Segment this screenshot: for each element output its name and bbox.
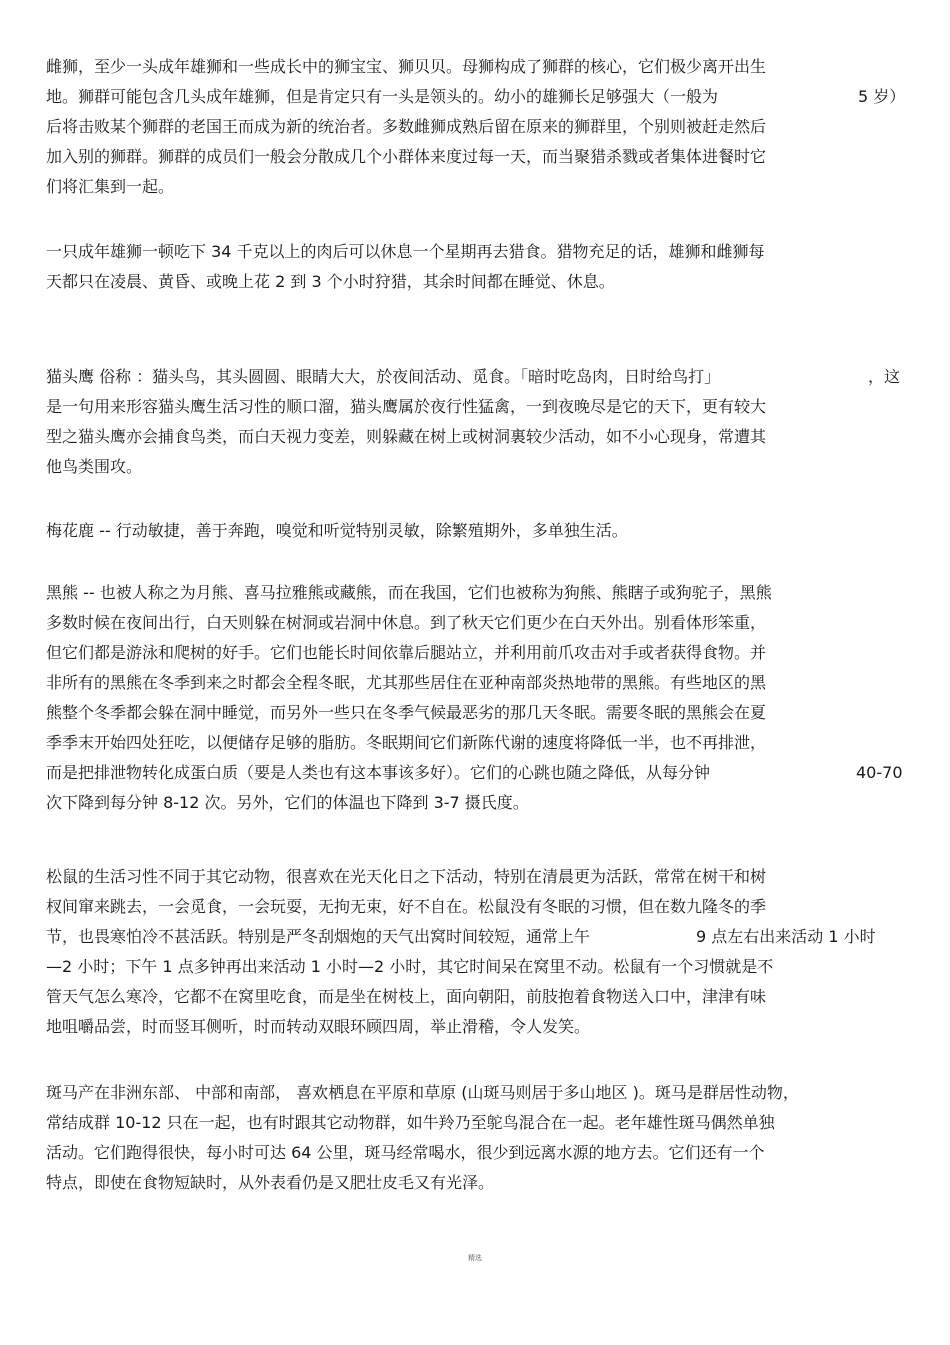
line-text: 型之猫头鹰亦会捕食鸟类，而白天视力变差，则躲藏在树上或树洞裏较少活动，如不小心现身，常遭其 (46, 427, 767, 446)
text-line (46, 1168, 906, 1198)
line-text: 非所有的黑熊在冬季到来之时都会全程冬眠，尤其那些居住在亚种南部炎热地带的黑熊。有些地区的黑 (46, 673, 767, 692)
text-line (46, 422, 906, 452)
line-text: 后将击败某个狮群的老国王而成为新的统治者。多数雌狮成熟后留在原来的狮群里，个别则被赶走然后 (46, 117, 767, 136)
text-line (46, 728, 906, 758)
line-text: 们将汇集到一起。 (46, 177, 175, 196)
paragraph-owl (46, 362, 906, 482)
text-line (46, 892, 906, 922)
text-line (46, 82, 906, 112)
line-text: 他鸟类围攻。 (46, 457, 143, 476)
line-text: 地。狮群可能包含几头成年雄狮，但是肯定只有一头是领头的。幼小的雄狮长足够强大（一般为 (46, 87, 719, 106)
text-line (46, 516, 906, 546)
page-footer-label: 精选 (468, 1254, 482, 1262)
line-text: 是一句用来形容猫头鹰生活习性的顺口溜，猫头鹰属於夜行性猛禽，一到夜晚尽是它的天下，更有较大 (46, 397, 767, 416)
text-line (46, 922, 906, 952)
text-line (46, 237, 906, 267)
line-text: 常结成群 10-12 只在一起，也有时跟其它动物群，如牛羚乃至鸵鸟混合在一起。老年雄性斑马偶然单独 (46, 1113, 775, 1132)
text-line (46, 172, 906, 202)
paragraph-lion-feeding (46, 237, 906, 297)
line-text: 熊整个冬季都会躲在洞中睡觉，而另外一些只在冬季气候最恶劣的那几天冬眠。需要冬眠的黑熊会在夏 (46, 703, 767, 722)
line-text: 猫头鹰 俗称 ：猫头鸟，其头圆圆、眼睛大大，於夜间活动、觅食。「暗时吃岛肉，日时给鸟打」 (46, 367, 721, 386)
line-text: 特点，即使在食物短缺时，从外表看仍是又肥壮皮毛又有光泽。 (46, 1173, 495, 1192)
text-line (46, 452, 906, 482)
line-text: 斑马产在非洲东部、 中部和南部， 喜欢栖息在平原和草原 (山斑马则居于多山地区 )。斑马是群居性动物， (46, 1083, 799, 1102)
line-text-tail: 40-70 (856, 763, 903, 782)
line-text: —2 小时；下午 1 点多钟再出来活动 1 小时—2 小时，其它时间呆在窝里不动。松鼠有一个习惯就是不 (46, 957, 774, 976)
text-line (46, 1012, 906, 1042)
line-text: 季季末开始四处狂吃，以便储存足够的脂肪。冬眠期间它们新陈代谢的速度将降低一半，也不再排泄， (46, 733, 767, 752)
paragraph-sika-deer (46, 516, 906, 546)
line-text: 活动。它们跑得很快，每小时可达 64 公里，斑马经常喝水，很少到远离水源的地方去。它们还有一个 (46, 1143, 765, 1162)
text-line (46, 392, 906, 422)
line-text-tail: ，这 (868, 367, 901, 386)
line-text: 节，也畏寒怕冷不甚活跃。特别是严冬刮烟炮的天气出窝时间较短，通常上午 (46, 927, 591, 946)
line-text: 地咀嚼品尝，时而竖耳侧听，时而转动双眼环顾四周，举止滑稽，令人发笑。 (46, 1017, 591, 1036)
line-text: 次下降到每分钟 8-12 次。另外，它们的体温也下降到 3-7 摄氏度。 (46, 793, 529, 812)
text-line (46, 982, 906, 1012)
line-text: 梅花鹿 -- 行动敏捷，善于奔跑，嗅觉和听觉特别灵敏，除繁殖期外，多单独生活。 (46, 521, 628, 540)
text-line (46, 1108, 906, 1138)
text-line (46, 698, 906, 728)
line-text: 加入别的狮群。狮群的成员们一般会分散成几个小群体来度过每一天，而当聚猎杀戮或者集体进餐时它 (46, 147, 767, 166)
paragraph-zebra (46, 1078, 906, 1198)
line-text-tail: 5 岁） (858, 87, 906, 106)
text-line (46, 668, 906, 698)
paragraph-black-bear (46, 578, 906, 818)
text-line (46, 112, 906, 142)
text-line (46, 952, 906, 982)
line-text: 一只成年雄狮一顿吃下 34 千克以上的肉后可以休息一个星期再去猎食。猎物充足的话，雄狮和雌狮每 (46, 242, 765, 261)
paragraph-lion-end (46, 52, 906, 202)
line-text: 但它们都是游泳和爬树的好手。它们也能长时间依靠后腿站立，并利用前爪攻击对手或者获得食物。并 (46, 643, 767, 662)
text-line (46, 267, 906, 297)
line-text: 松鼠的生活习性不同于其它动物，很喜欢在光天化日之下活动，特别在清晨更为活跃，常常在树干和树 (46, 867, 767, 886)
text-line (46, 608, 906, 638)
text-line (46, 638, 906, 668)
line-text-tail: 9 点左右出来活动 1 小时 (696, 927, 876, 946)
text-line (46, 1078, 906, 1108)
text-line (46, 142, 906, 172)
line-text: 多数时候在夜间出行，白天则躲在树洞或岩洞中休息。到了秋天它们更少在白天外出。别看体形笨重， (46, 613, 767, 632)
line-text: 管天气怎么寒冷，它都不在窝里吃食，而是坐在树枝上，面向朝阳，前肢抱着食物送入口中，津津有味 (46, 987, 767, 1006)
line-text: 而是把排泄物转化成蛋白质（要是人类也有这本事该多好）。它们的心跳也随之降低，从每分钟 (46, 763, 711, 782)
text-line (46, 1138, 906, 1168)
text-line (46, 788, 906, 818)
line-text: 黑熊 -- 也被人称之为月熊、喜马拉雅熊或藏熊，而在我国，它们也被称为狗熊、熊瞎子或狗驼子，黑熊 (46, 583, 772, 602)
text-line (46, 52, 906, 82)
text-line (46, 758, 906, 788)
text-line (46, 362, 906, 392)
line-text: 雌狮，至少一头成年雄狮和一些成长中的狮宝宝、狮贝贝。母狮构成了狮群的核心，它们极少离开出生 (46, 57, 767, 76)
paragraph-squirrel (46, 862, 906, 1042)
line-text: 杈间窜来跳去，一会觅食，一会玩耍，无拘无束，好不自在。松鼠没有冬眠的习惯，但在数九隆冬的季 (46, 897, 767, 916)
text-line (46, 862, 906, 892)
text-line (46, 578, 906, 608)
line-text: 天都只在凌晨、黄昏、或晚上花 2 到 3 个小时狩猎，其余时间都在睡觉、休息。 (46, 272, 615, 291)
